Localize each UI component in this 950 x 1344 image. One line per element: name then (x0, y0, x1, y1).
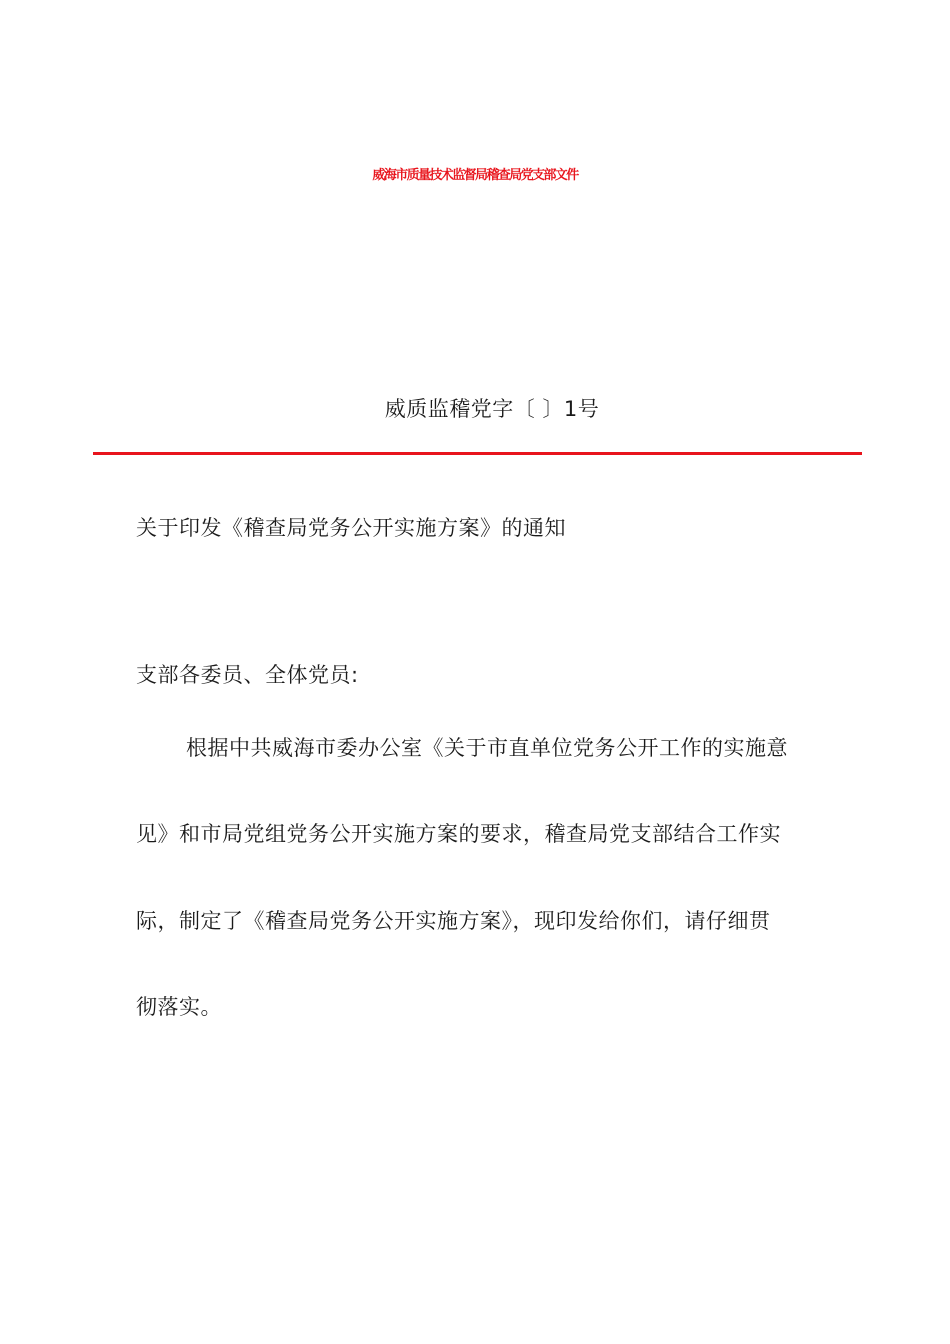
red-divider-rule (93, 452, 862, 455)
notice-title: 关于印发《稽查局党务公开实施方案》的通知 (136, 516, 566, 540)
body-line: 见》和市局党组党务公开实施方案的要求，稽查局党支部结合工作实 (136, 822, 781, 846)
body-line: 际，制定了《稽查局党务公开实施方案》，现印发给你们，请仔细贯 (136, 909, 771, 933)
body-line: 根据中共威海市委办公室《关于市直单位党务公开工作的实施意 (186, 736, 788, 760)
body-line: 彻落实。 (136, 995, 222, 1019)
document-number: 威质监稽党字〔 〕1号 (384, 397, 600, 421)
issuer-heading: 威海市质量技术监督局稽查局党支部文件 (372, 168, 578, 183)
salutation: 支部各委员、全体党员: (136, 663, 359, 687)
